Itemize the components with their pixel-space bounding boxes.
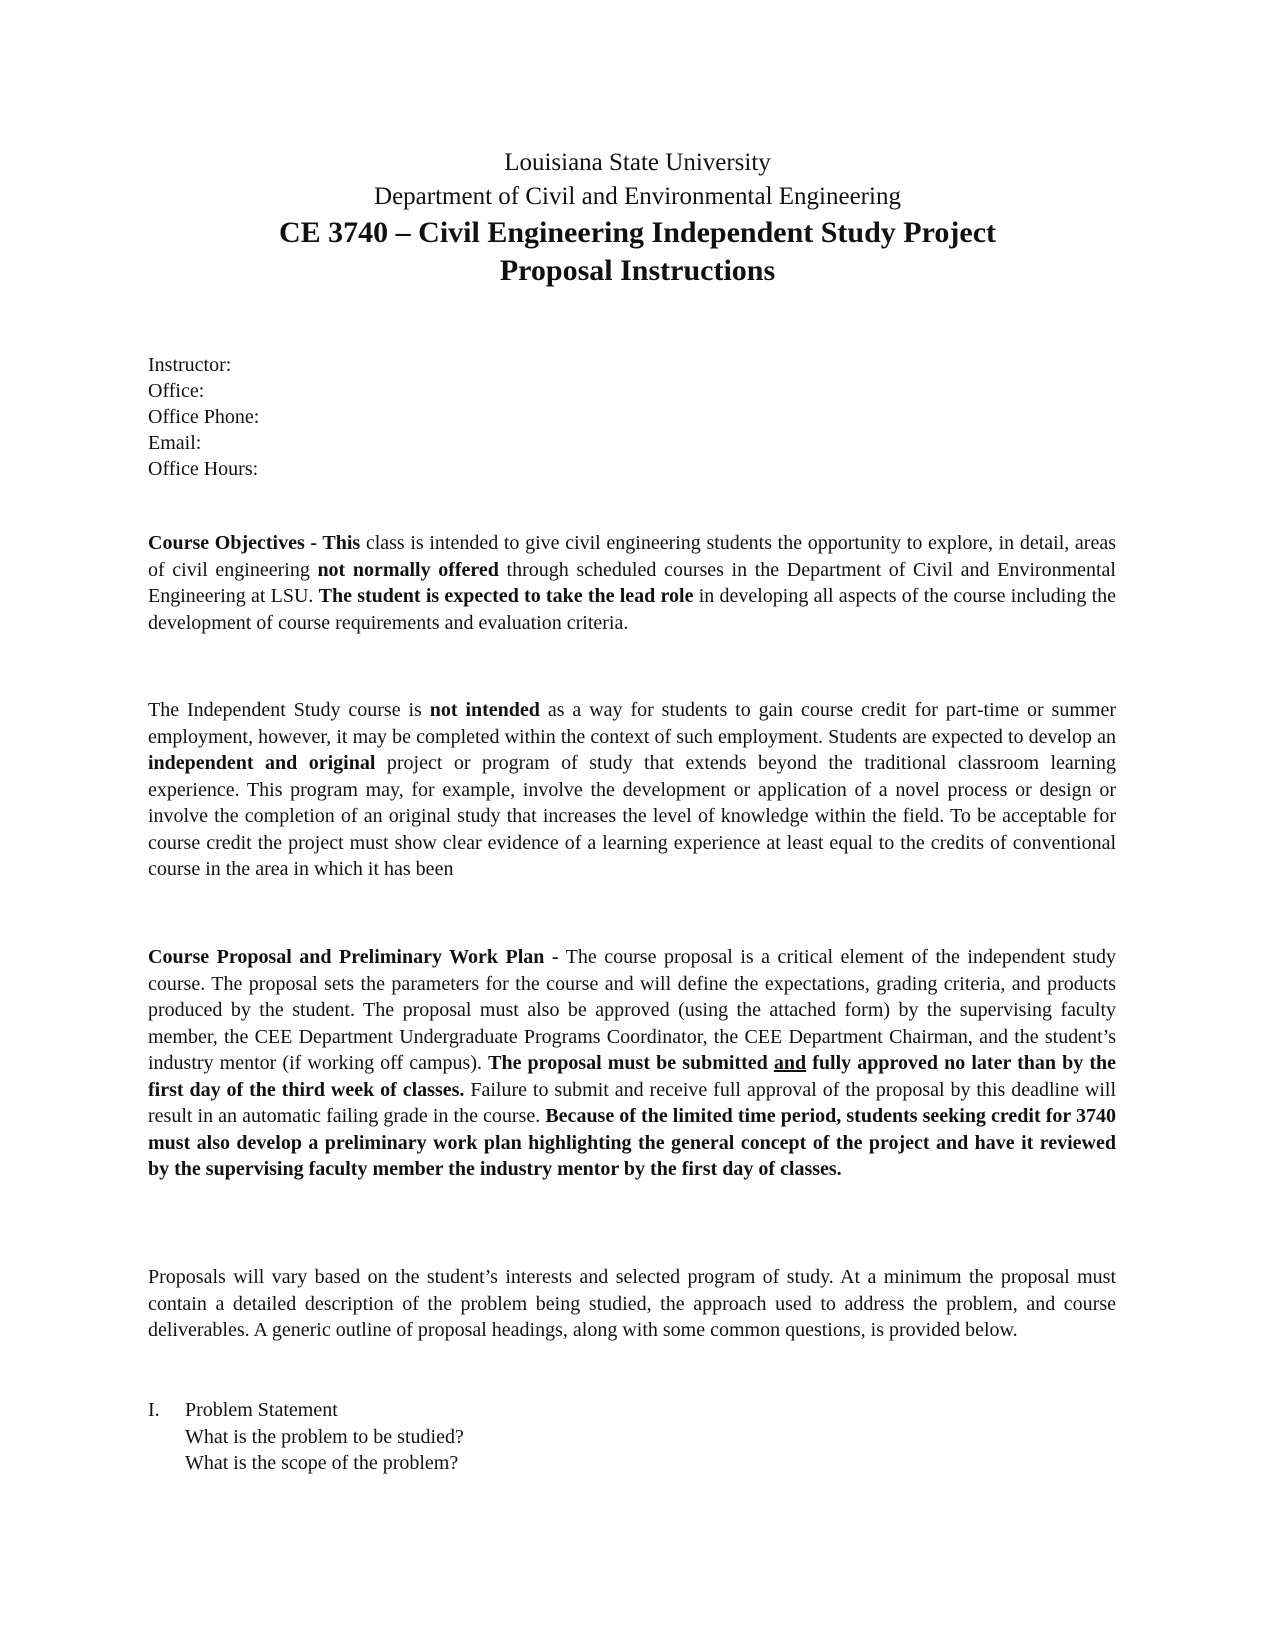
- objectives-bold-1: not normally offered: [317, 558, 499, 581]
- outline-number: I.: [148, 1399, 160, 1421]
- proposal-underline-and: and: [773, 1052, 807, 1074]
- proposal-text-2: Failure to submit and receive full approval of the proposal by this deadline will result in an automatic failing grade in the course.: [148, 1078, 1117, 1127]
- instructor-label: Instructor:: [148, 354, 232, 376]
- office-label: Office:: [148, 380, 205, 402]
- course-title: CE 3740 – Civil Engineering Independent Study Project: [279, 216, 996, 249]
- document-header: [0, 146, 1275, 290]
- course-proposal-heading: Course Proposal and Preliminary Work Plan -: [148, 946, 559, 968]
- objectives-text-2: through scheduled courses in the Department of Civil and Environmental Engineering at LSU.: [148, 558, 1116, 607]
- office-hours-label: Office Hours:: [148, 458, 259, 480]
- independent-text-1: The Independent Study course is: [148, 699, 430, 721]
- course-proposal-paragraph: [148, 944, 1116, 1183]
- outline-question-2: What is the scope of the problem?: [185, 1452, 459, 1474]
- outline-item-problem-statement: [148, 1397, 464, 1424]
- independent-bold-2: independent and original: [148, 752, 376, 774]
- department-name: Department of Civil and Environmental Engineering: [374, 183, 901, 210]
- outline-question-1: What is the problem to be studied?: [185, 1425, 464, 1448]
- independent-text-2: as a way for students to gain course credit for part-time or summer employment, however, it may be completed within the context of such employment. Students are expected to develop an: [148, 699, 1116, 748]
- objectives-bold-2: The student is expected to take the lead role: [318, 585, 694, 607]
- proposal-bold-3: Because of the limited time period, students seeking credit for 3740 must also develop a preliminary work plan highlighting the general concept of the project and have it reviewed by the supervising faculty member the industry mentor by the first day of classes.: [148, 1105, 1116, 1180]
- independent-text-3: project or program of study that extends beyond the traditional classroom learning experience. This program may, for example, involve the development or application of a novel process or design or involve the completion of an original study that increases the level of knowledge within the field. To be acceptable for course credit the project must show clear evidence of a learning experience at least equal to the credits of conventional course in the area in which it has been: [148, 752, 1116, 880]
- course-objectives-heading: Course Objectives - This: [148, 532, 361, 554]
- independent-bold-1: not intended: [429, 699, 540, 721]
- objectives-text-1: class is intended to give civil engineering students the opportunity to explore, in detail, areas of civil engineering: [148, 532, 1116, 581]
- university-name: Louisiana State University: [504, 149, 771, 176]
- proposal-bold-1: The proposal must be submitted: [488, 1052, 774, 1074]
- office-phone-label: Office Phone:: [148, 406, 260, 428]
- document-title: Proposal Instructions: [499, 254, 776, 287]
- proposal-bold-2: fully approved no later than by the first day of the third week of classes.: [148, 1052, 1116, 1101]
- proposal-text-1: The course proposal is a critical element of the independent study course. The proposal sets the parameters for the course and will define the expectations, grading criteria, and products produced by the student. The proposal must also be approved (using the attached form) by the supervising faculty member, the CEE Department Undergraduate Programs Coordinator, the CEE Department Chairman, and the student’s industry mentor (if working off campus).: [148, 946, 1116, 1074]
- course-objectives-paragraph: [148, 530, 1116, 636]
- email-label: Email:: [148, 432, 202, 454]
- outline-title: Problem Statement: [185, 1399, 338, 1421]
- independent-study-paragraph: [148, 697, 1116, 883]
- proposals-vary-paragraph: Proposals will vary based on the student’s interests and selected program of study. At a minimum the proposal must contain a detailed description of the problem being studied, the approach used to address the problem, and course deliverables. A generic outline of proposal headings, along with some common questions, is provided below.: [148, 1266, 1116, 1341]
- proposal-outline: [148, 1397, 464, 1477]
- instructor-info-block: [148, 352, 259, 482]
- objectives-text-3: in developing all aspects of the course including the development of course requirements and evaluation criteria.: [148, 585, 1116, 634]
